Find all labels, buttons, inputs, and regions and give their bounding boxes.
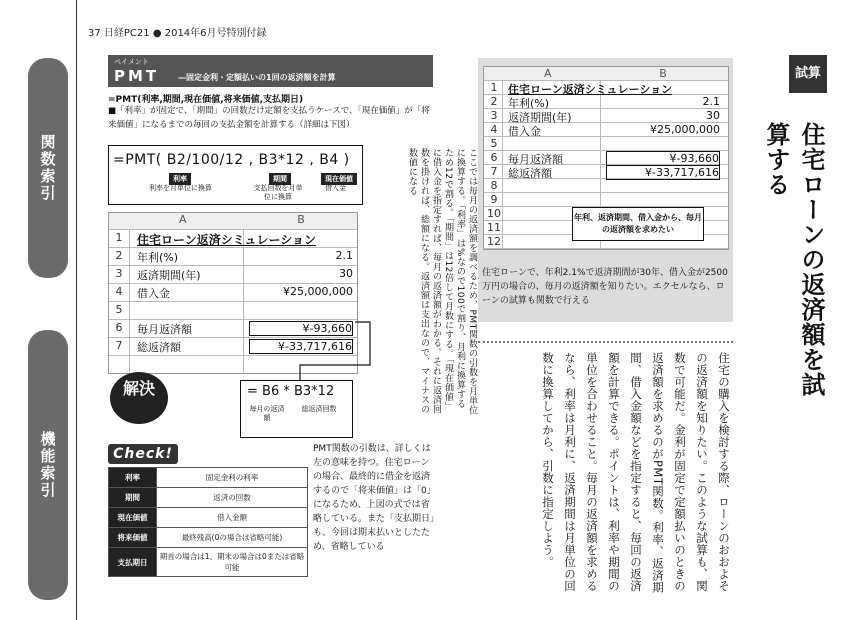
section-label: 試算 bbox=[789, 55, 827, 93]
note-rate: 利率を月単位に換算 bbox=[149, 184, 212, 192]
desc: 返済の回数 bbox=[157, 488, 308, 508]
cell-b4: ¥25,000,000 bbox=[283, 285, 353, 298]
row-number: 2 bbox=[115, 249, 123, 262]
cell-a3: 返済期間(年) bbox=[137, 269, 201, 282]
desc: 最終残高(0の場合は省略可能) bbox=[157, 528, 308, 548]
row-number: 10 bbox=[487, 207, 501, 220]
column-header-a: A bbox=[179, 213, 187, 226]
cell-a7: 総返済額 bbox=[137, 341, 181, 354]
solve-badge: 解決 bbox=[110, 372, 168, 424]
argument-table bbox=[108, 467, 308, 577]
cell-b6: ¥-93,660 bbox=[249, 321, 353, 336]
cell-b7: ¥-33,717,616 bbox=[606, 165, 720, 180]
function-syntax: =PMT(利率,期間,現在価値,将来価値,支払期日) bbox=[108, 95, 304, 105]
cell-a7: 総返済額 bbox=[508, 167, 552, 180]
cell-a1: 住宅ローン返済シミュレーション bbox=[508, 83, 673, 96]
table-row bbox=[109, 303, 357, 320]
screenshot-caption: 住宅ローンで、年利2.1%で返済期間が30年、借入金が2500万円の場合の、毎月の返済額を知りたい。エクセルなら、ローンの試算も関数で行える bbox=[482, 268, 728, 306]
desc: 借入金額 bbox=[157, 508, 308, 528]
column-header-b: B bbox=[297, 213, 305, 226]
chip-rate: 利率 bbox=[169, 173, 191, 185]
dotted-separator bbox=[478, 341, 733, 343]
cell-b4: ¥25,000,000 bbox=[650, 123, 720, 136]
cell-a6: 毎月返済額 bbox=[508, 153, 563, 166]
term: 現在価値 bbox=[109, 508, 157, 528]
cell-a1: 住宅ローン返済シミュレーション bbox=[137, 233, 317, 247]
note-principal: 借入金 bbox=[325, 184, 346, 192]
total-formula: = B6 * B3*12 bbox=[247, 384, 335, 399]
column-header-a: A bbox=[544, 67, 552, 80]
table-row bbox=[109, 339, 357, 356]
row-number: 6 bbox=[115, 321, 123, 334]
table-row bbox=[109, 548, 308, 577]
callout-note: 年利、返済期間、借入金から、毎月の返済額を求めたい bbox=[572, 207, 704, 241]
term: 利率 bbox=[109, 468, 157, 488]
cell-b7: ¥-33,717,616 bbox=[249, 339, 353, 354]
row-number: 4 bbox=[490, 123, 498, 136]
column-header-b: B bbox=[659, 67, 667, 80]
table-row bbox=[109, 321, 357, 338]
cell-a2: 年利(%) bbox=[508, 97, 550, 110]
formula-box bbox=[108, 145, 363, 205]
row-number: 6 bbox=[490, 151, 498, 164]
note-period: 支払回数を月単位に換算 bbox=[253, 184, 303, 201]
total-formula-box bbox=[240, 380, 353, 438]
note-monthly: 毎月の返済額 bbox=[249, 405, 285, 422]
row-number: 1 bbox=[490, 81, 498, 94]
page-title: 住宅ローンの返済額を試算する bbox=[762, 122, 825, 397]
side-tab-function-index[interactable]: 関数索引 bbox=[28, 58, 68, 278]
table-row bbox=[109, 249, 357, 266]
table-row bbox=[484, 151, 728, 165]
table-row bbox=[109, 468, 308, 488]
term: 将来価値 bbox=[109, 528, 157, 548]
side-tab-feature-index[interactable]: 機能索引 bbox=[28, 330, 68, 600]
formula-text: =PMT( B2/100/12 , B3*12 , B4 ) bbox=[113, 152, 350, 168]
row-number: 7 bbox=[490, 165, 498, 178]
function-subtitle: —固定金利・定額払いの1回の返済額を計算 bbox=[178, 73, 336, 82]
row-number: 12 bbox=[487, 235, 501, 248]
cell-b3: 30 bbox=[706, 109, 720, 122]
function-title-band bbox=[108, 55, 433, 87]
cell-a4: 借入金 bbox=[508, 125, 541, 138]
row-number: 8 bbox=[490, 179, 498, 192]
chip-period: 期間 bbox=[269, 173, 291, 185]
row-number: 2 bbox=[490, 95, 498, 108]
table-row bbox=[484, 165, 728, 179]
cell-b3: 30 bbox=[339, 267, 353, 280]
table-row bbox=[109, 528, 308, 548]
cell-a3: 返済期間(年) bbox=[508, 111, 572, 124]
check-paragraph: PMT関数の引数は、詳しくは左の意味を持つ。住宅ローンの場合、最終的に借金を返済するので「将来価値」は「0」になるため、上図の式では省略している。また「支払期日」も、今回は期末払いとしたため、省略している bbox=[313, 444, 436, 552]
desc: 期首の場合は1、期末の場合は0または省略可能 bbox=[157, 548, 308, 577]
function-explanation: ■「利率」が固定で、「期間」の回数だけ定額を支払うケースで、「現在価値」が「将来価値」になるまでの毎回の支払金額を計算する（詳細は下図） bbox=[108, 106, 430, 130]
row-number: 11 bbox=[487, 221, 501, 234]
cell-a2: 年利(%) bbox=[137, 251, 179, 264]
cell-b6: ¥-93,660 bbox=[606, 151, 720, 166]
main-spreadsheet bbox=[108, 212, 358, 374]
cell-b2: 2.1 bbox=[335, 249, 353, 262]
row-number: 5 bbox=[115, 303, 123, 316]
table-row bbox=[109, 285, 357, 302]
margin-line bbox=[76, 0, 77, 620]
function-name: PMT bbox=[114, 67, 160, 85]
table-row bbox=[109, 508, 308, 528]
table-row bbox=[484, 81, 728, 95]
cell-b2: 2.1 bbox=[702, 95, 720, 108]
table-row bbox=[484, 109, 728, 123]
row-number: 3 bbox=[490, 109, 498, 122]
row-number: 4 bbox=[115, 285, 123, 298]
note-count: 総返済回数 bbox=[301, 405, 337, 413]
table-row bbox=[484, 95, 728, 109]
cell-a4: 借入金 bbox=[137, 287, 170, 300]
table-row bbox=[484, 137, 728, 151]
table-row bbox=[109, 488, 308, 508]
row-number: 5 bbox=[490, 137, 498, 150]
table-row bbox=[484, 179, 728, 193]
table-row bbox=[484, 123, 728, 137]
table-row bbox=[109, 267, 357, 284]
page-header: 37 日経PC21 ● 2014年6月号特別付録 bbox=[88, 28, 267, 39]
title-ruby: ペイメント bbox=[114, 58, 149, 66]
middle-explanation: ここでは毎月の返済額を調べるため、PMT関数の引数を月単位に換算する。「利率」は%なので100で割り、月利に換算するため12で割る。「期間」は12倍して月数にする。「現在価値」に借入金を指定すれば、毎月の返済額がわかる。それに返済回数を掛ければ、総額になる。返済額は支出なので、マイナスの数値になる bbox=[407, 148, 477, 416]
chip-present-value: 現在価値 bbox=[321, 173, 357, 185]
intro-body-text: 住宅の購入を検討する際、ローンのおおよその返済額を知りたい。このような試算も、関数で可能だ。金利が固定で定額払いのときの返済額を求めるのがPMT関数。利率、返済期間、借入金額などを指定すると、毎回の返済額を計算できる。ポイントは、利率や期間の単位を合わせること。毎月の返済額を求めるなら、利率は月利に、返済期間は月単位の回数に換算してから、引数に指定しよう。 bbox=[541, 352, 731, 594]
desc: 固定金利の利率 bbox=[157, 468, 308, 488]
row-number: 1 bbox=[115, 231, 123, 244]
row-number: 9 bbox=[490, 193, 498, 206]
row-number: 7 bbox=[115, 339, 123, 352]
check-title: Check! bbox=[108, 444, 178, 464]
cell-a6: 毎月返済額 bbox=[137, 323, 192, 336]
term: 支払期日 bbox=[109, 548, 157, 577]
term: 期間 bbox=[109, 488, 157, 508]
table-row bbox=[484, 193, 728, 207]
row-number: 3 bbox=[115, 267, 123, 280]
table-row bbox=[109, 231, 357, 248]
